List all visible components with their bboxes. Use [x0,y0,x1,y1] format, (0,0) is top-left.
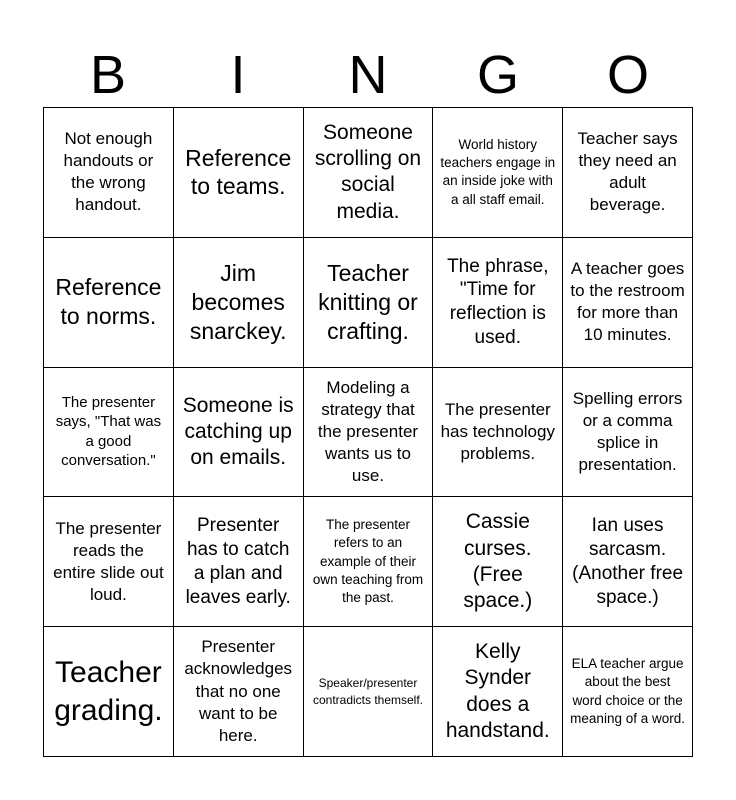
bingo-cell-r2c2[interactable] [174,238,304,368]
cell-text: ELA teacher argue about the best word choice or the meaning of a word. [570,656,685,726]
bingo-cell-r5c3[interactable] [304,627,434,757]
cell-text: Reference to teams. [185,144,292,200]
bingo-cell-r1c2[interactable] [174,108,304,238]
bingo-cell-r1c3[interactable] [304,108,434,238]
header-letter-b: B [89,45,127,105]
cell-text: Reference to norms. [55,274,162,330]
bingo-cell-r2c1[interactable] [44,238,174,368]
cell-text: Kelly Synder does a handstand. [445,640,550,742]
cell-text: The presenter has technology problems. [440,399,555,464]
header-letter-g: G [476,45,519,105]
bingo-cell-r4c5[interactable] [563,497,693,627]
bingo-cell-r1c1[interactable] [44,108,174,238]
cell-text: The presenter refers to an example of their own teaching from the past. [312,517,424,606]
header-letter-n: N [348,45,388,105]
cell-text: Teacher knitting or crafting. [318,260,418,344]
cell-text: Presenter acknowledges that no one want to be here. [184,637,293,745]
cell-text: Teacher grading. [54,656,163,727]
cell-text: Speaker/presenter contradicts themself. [312,676,424,707]
bingo-cell-r4c3[interactable] [304,497,434,627]
bingo-cell-r4c1[interactable] [44,497,174,627]
header-letter-i: I [230,45,246,105]
cell-text: Presenter has to catch a plan and leaves early. [185,515,291,608]
cell-text: World history teachers engage in an inside joke with a all staff email. [440,136,556,207]
cell-text: Someone is catching up on emails. [182,393,294,470]
bingo-cell-r3c2[interactable] [174,368,304,498]
bingo-cell-r5c1[interactable] [44,627,174,757]
bingo-cell-r4c2[interactable] [174,497,304,627]
cell-text: Teacher says they need an adult beverage. [577,129,678,215]
bingo-cell-r5c5[interactable] [563,627,693,757]
bingo-cell-r1c4[interactable] [433,108,563,238]
cell-text: Ian uses sarcasm. (Another free space.) [572,515,684,608]
cell-text: The presenter reads the entire slide out loud. [53,518,164,604]
cell-text: Not enough handouts or the wrong handout. [63,129,154,215]
cell-text: Modeling a strategy that the presenter wants us to use. [317,377,419,486]
cell-text: The phrase, "Time for reflection is used. [447,255,549,348]
cell-text: Spelling errors or a comma splice in presentation. [572,388,683,475]
cell-text: Cassie curses. (Free space.) [463,510,533,613]
bingo-cell-r5c4[interactable] [433,627,563,757]
bingo-cell-r3c3[interactable] [304,368,434,498]
header-letter-o: O [606,45,649,105]
bingo-cell-r3c5[interactable] [563,368,693,498]
bingo-cell-r4c4[interactable] [433,497,563,627]
bingo-cell-r1c5[interactable] [563,108,693,238]
cell-text: Jim becomes snarckey. [189,260,287,344]
bingo-board [43,107,693,757]
bingo-cell-r2c5[interactable] [563,238,693,368]
cell-text: A teacher goes to the restroom for more than 10 minutes. [570,259,685,345]
bingo-cell-r2c3[interactable] [304,238,434,368]
bingo-cell-r3c4[interactable] [433,368,563,498]
bingo-header [43,44,693,106]
bingo-cell-r5c2[interactable] [174,627,304,757]
bingo-cell-r2c4[interactable] [433,238,563,368]
cell-text: Someone scrolling on social media. [314,120,422,223]
cell-text: The presenter says, "That was a good conversation." [55,393,162,470]
bingo-cell-r3c1[interactable] [44,368,174,498]
